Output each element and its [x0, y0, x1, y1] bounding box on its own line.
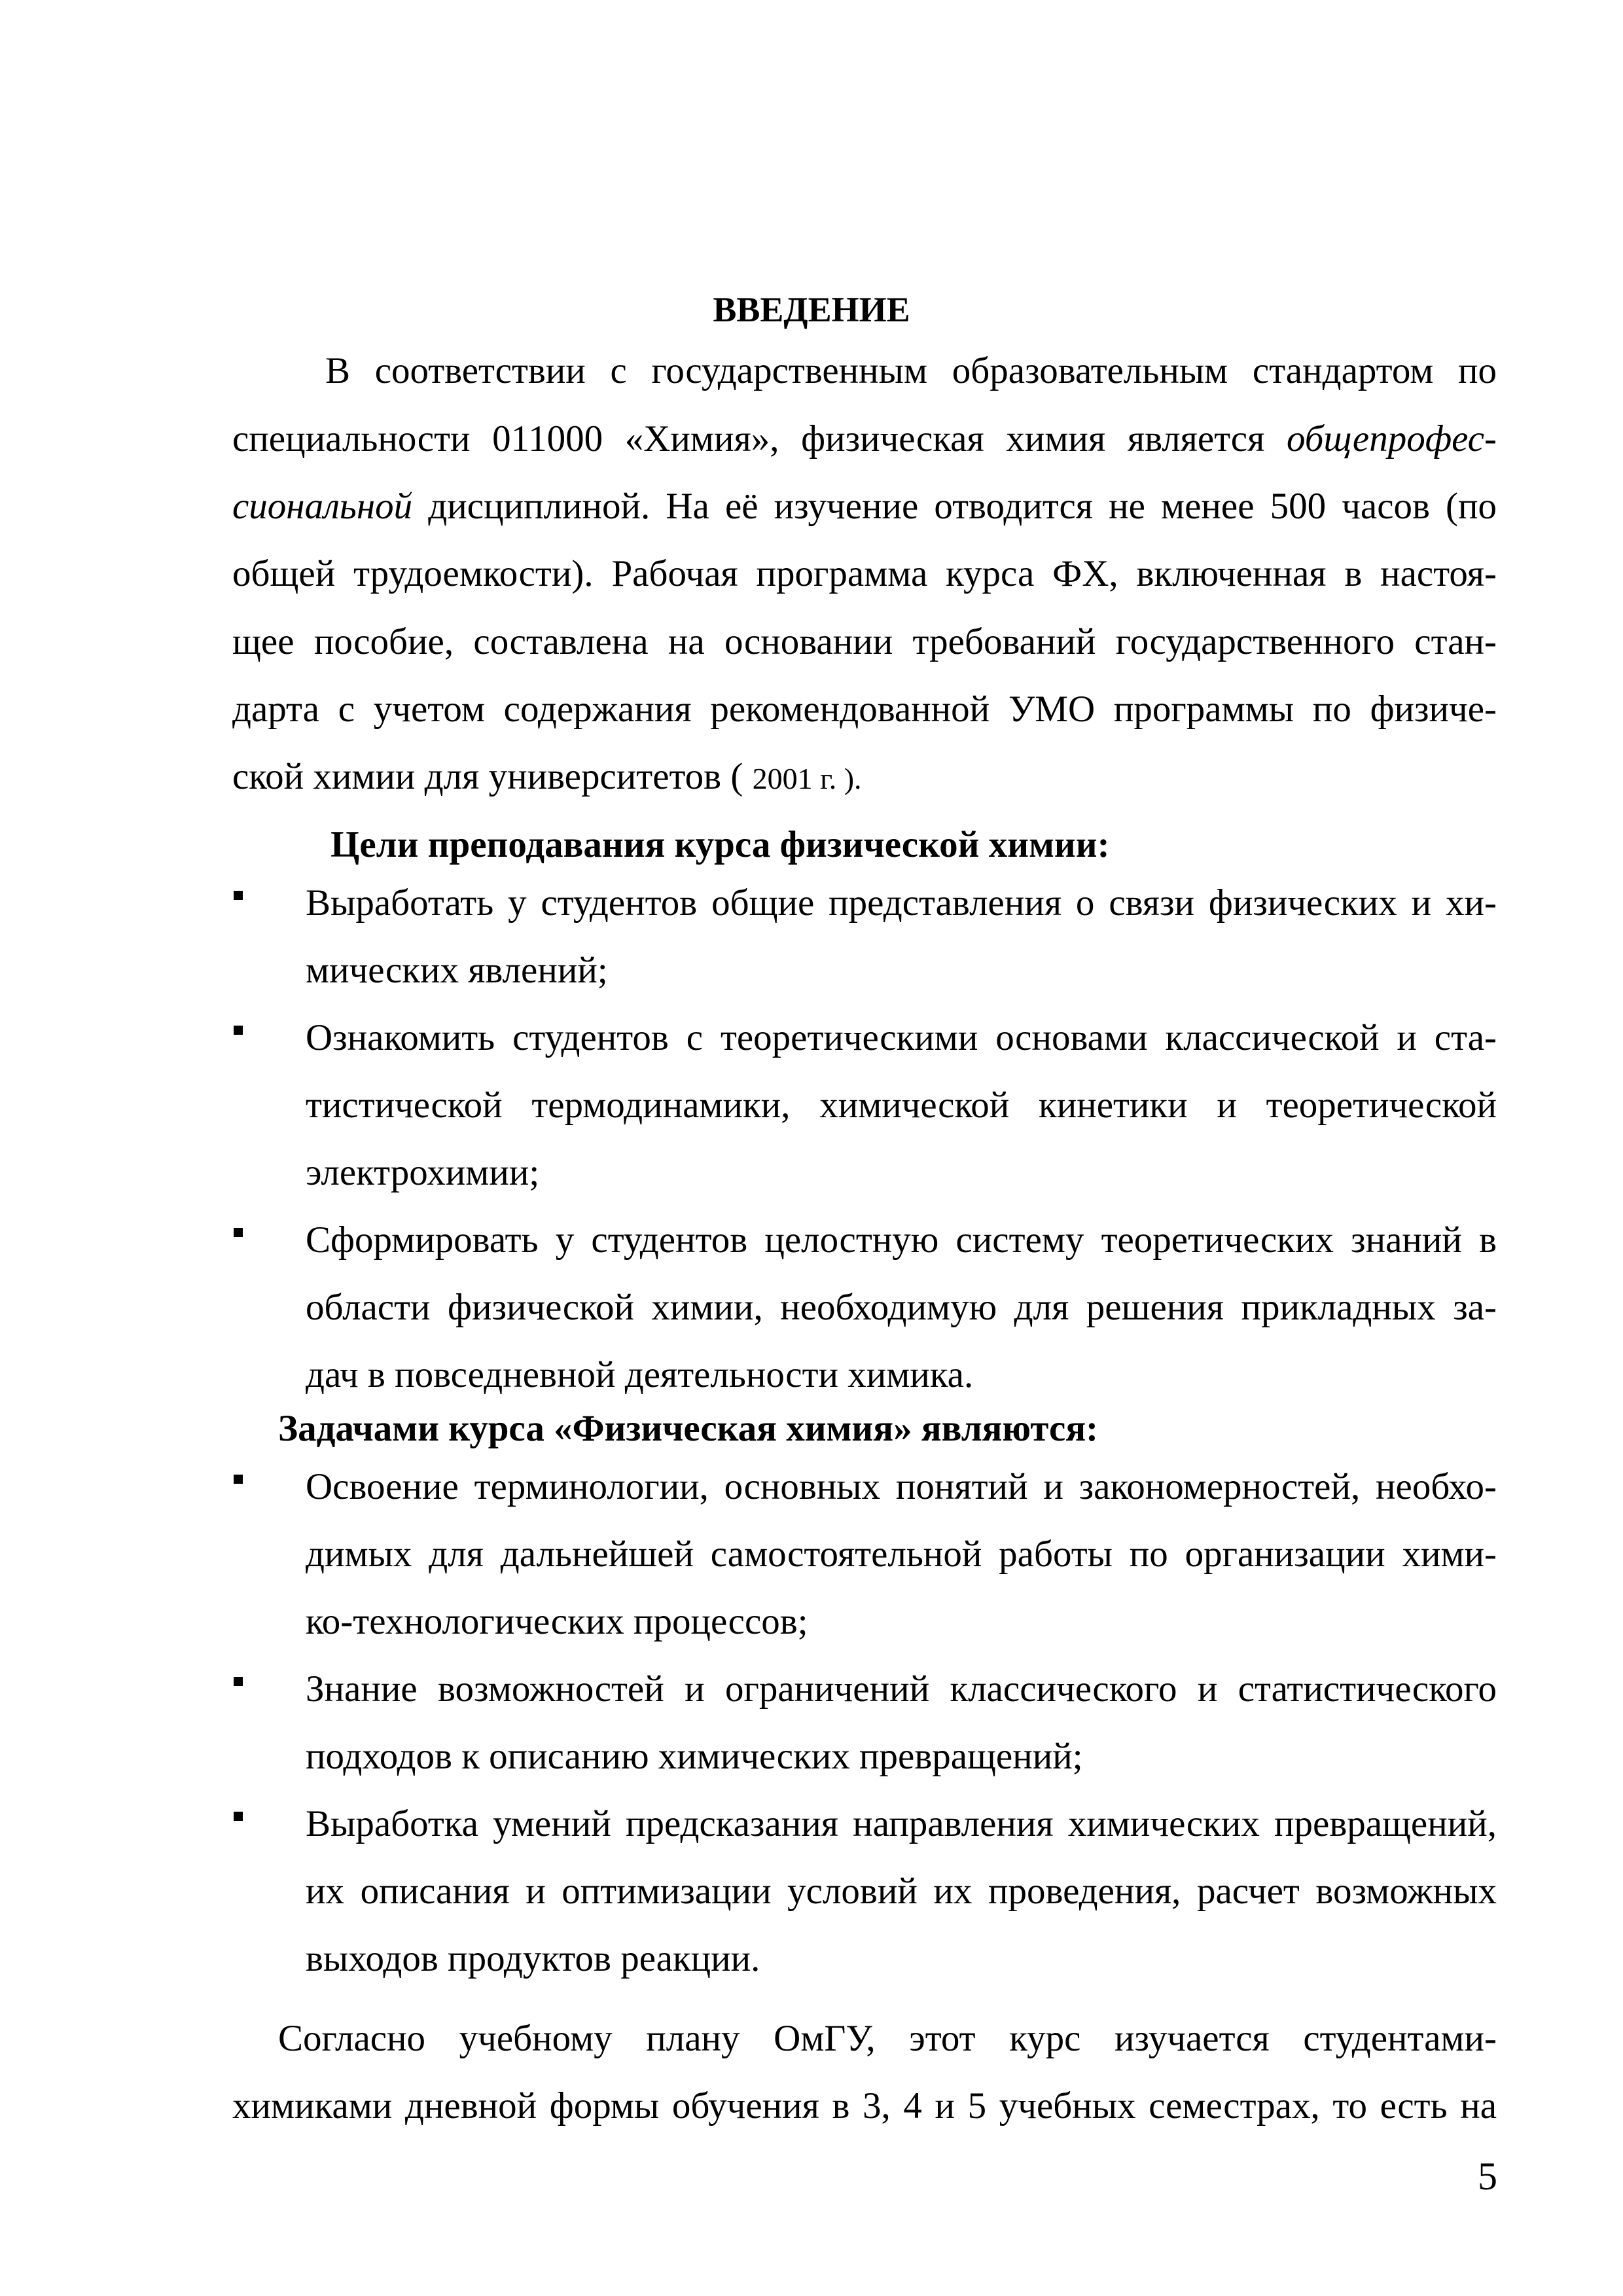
bullet-icon: [234, 1812, 243, 1821]
bullet-icon: [234, 1026, 243, 1035]
goal-3-line-1: Сформировать у студентов целостную систему теоретических знаний в: [306, 1219, 1497, 1261]
intro-line-4: общей трудоемкости). Рабочая программа курса ФХ, включенная в настоя-: [232, 553, 1497, 594]
task-2-line-2: подходов к описанию химических превращений;: [306, 1736, 1083, 1777]
goal-3-line-3: дач в повседневной деятельности химика.: [306, 1354, 974, 1395]
emphasis-text: сиональной: [232, 486, 413, 527]
closing-line-1: Согласно учебному плану ОмГУ, этот курс изучается студентами-: [278, 2018, 1497, 2059]
bullet-icon: [234, 891, 243, 900]
task-1-line-3: ко-технологических процессов;: [306, 1601, 808, 1642]
task-3-line-2: их описания и оптимизации условий их проведения, расчет возможных: [306, 1871, 1497, 1912]
goal-3-line-2: области физической химии, необходимую для решения прикладных за-: [306, 1287, 1497, 1328]
goal-1-line-2: мических явлений;: [306, 950, 608, 991]
closing-line-2: химиками дневной формы обучения в 3, 4 и 5 учебных семестрах, то есть на: [232, 2085, 1497, 2126]
goal-2-line-3: электрохимии;: [306, 1152, 540, 1193]
intro-line-3: сиональной дисциплиной. На её изучение отводится не менее 500 часов (по: [232, 486, 1497, 527]
task-3-line-3: выходов продуктов реакции.: [306, 1938, 760, 1979]
task-1-line-2: димых для дальнейшей самостоятельной работы по организации хими-: [306, 1534, 1497, 1575]
task-3-line-1: Выработка умений предсказания направления химических превращений,: [306, 1803, 1497, 1844]
task-2-line-1: Знание возможностей и ограничений классического и статистического: [306, 1668, 1497, 1710]
page-title: ВВЕДЕНИЕ: [713, 290, 910, 329]
intro-line-7: ской химии для университетов ( 2001 г. ).: [232, 756, 862, 797]
intro-line-6: дарта с учетом содержания рекомендованной УМО программы по физиче-: [232, 689, 1497, 730]
goal-2-line-1: Ознакомить студентов с теоретическими основами классической и ста-: [306, 1017, 1497, 1058]
intro-line-2: специальности 011000 «Химия», физическая химия является общепрофес-: [232, 418, 1497, 459]
emphasis-text: общепрофес-: [1287, 418, 1497, 459]
intro-line-5: щее пособие, составлена на основании требований государственного стан-: [232, 621, 1497, 662]
bullet-icon: [234, 1475, 243, 1484]
tasks-heading: Задачами курса «Физическая химия» являются:: [278, 1408, 1099, 1449]
goal-2-line-2: тистической термодинамики, химической кинетики и теоретической: [306, 1085, 1497, 1126]
bullet-icon: [234, 1677, 243, 1686]
page-number: 5: [1478, 2155, 1497, 2198]
task-1-line-1: Освоение терминологии, основных понятий и закономерностей, необхо-: [306, 1466, 1497, 1507]
goals-heading: Цели преподавания курса физической химии:: [330, 824, 1110, 865]
intro-line-1: В соответствии с государственным образовательным стандартом по: [325, 350, 1497, 391]
bullet-icon: [234, 1228, 243, 1237]
goal-1-line-1: Выработать у студентов общие представления о связи физических и хи-: [306, 882, 1497, 924]
